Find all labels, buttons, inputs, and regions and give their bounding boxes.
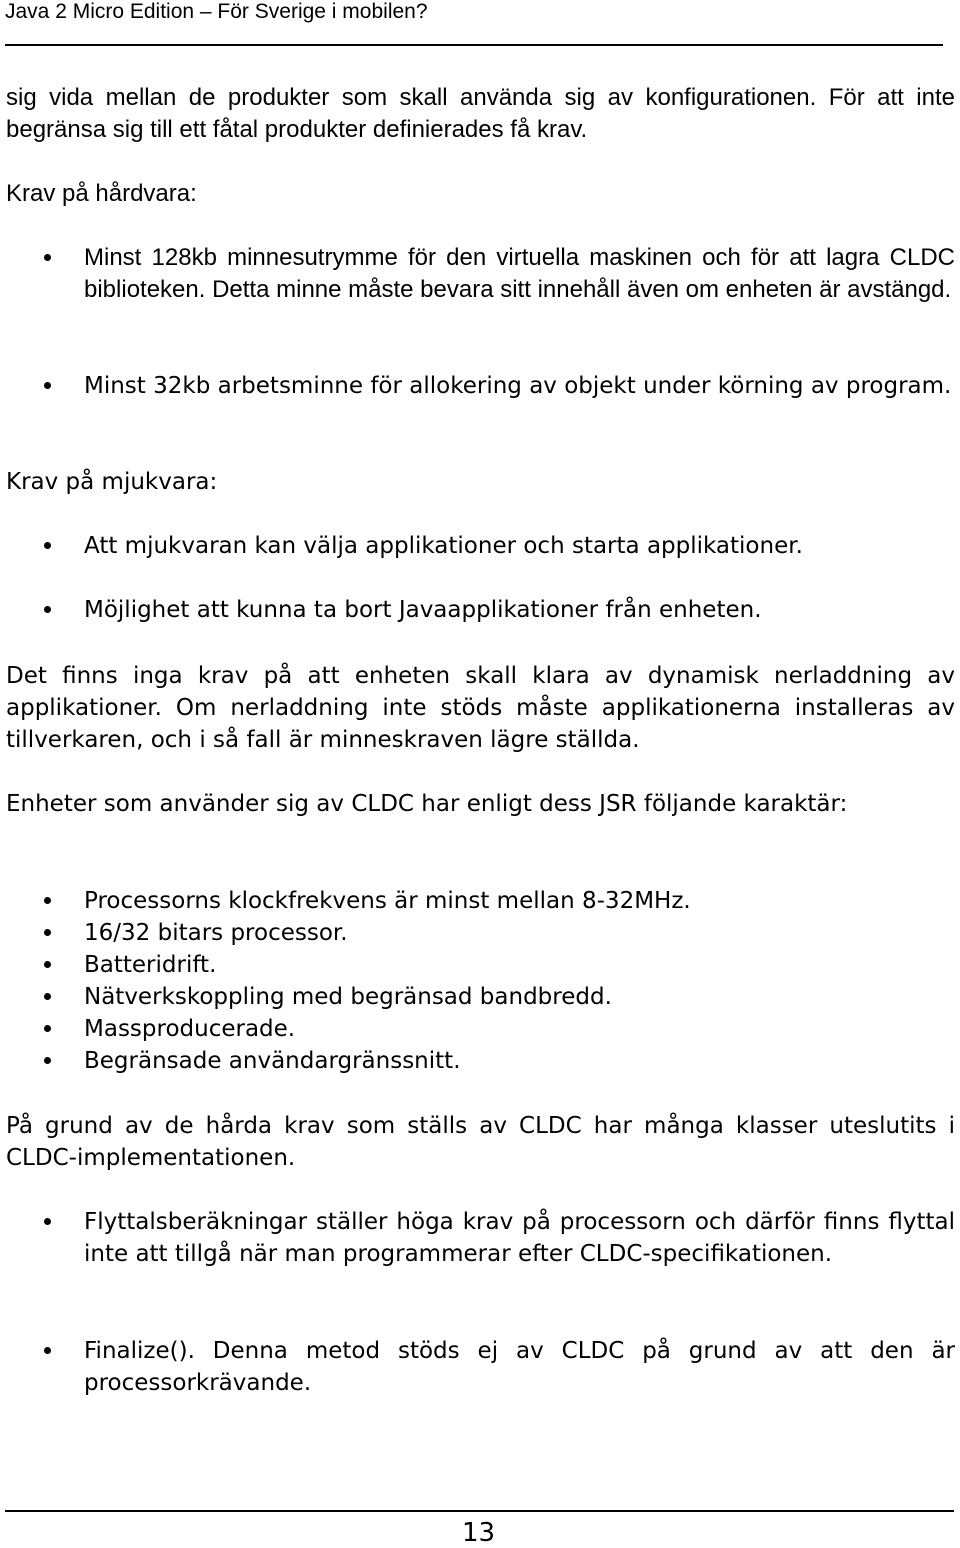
page-number: 13 <box>462 1518 496 1548</box>
excluded-item-text: Flyttalsberäkningar ställer höga krav på processorn och därför finns flyttal inte att tillgå när man programmerar efter CLDC-specifikationen. <box>84 1209 955 1267</box>
bullet-icon <box>44 1025 51 1032</box>
hardware-item <box>84 370 955 402</box>
bullet-icon <box>44 993 51 1000</box>
software-item <box>84 530 955 562</box>
running-header: Java 2 Micro Edition – För Sverige i mobilen? <box>5 0 428 23</box>
header-rule <box>5 44 943 46</box>
paragraph-devices: Enheter som använder sig av CLDC har enligt dess JSR följande karaktär: <box>6 791 848 817</box>
software-item-text: Möjlighet att kunna ta bort Javaapplikationer från enheten. <box>84 597 762 623</box>
hardware-heading: Krav på hårdvara: <box>6 180 197 207</box>
bullet-icon <box>44 542 51 549</box>
characteristic-item <box>84 1045 955 1077</box>
characteristic-item-text: Batteridrift. <box>84 952 217 978</box>
characteristic-item <box>84 917 955 949</box>
characteristic-item <box>84 1013 955 1045</box>
bullet-icon <box>44 1218 51 1225</box>
characteristic-item <box>84 885 955 917</box>
paragraph-intro: sig vida mellan de produkter som skall använda sig av konfigurationen. För att inte begränsa sig till ett fåtal produkter definierades få krav. <box>6 84 955 143</box>
characteristic-item <box>84 981 955 1013</box>
hardware-item-text: Minst 32kb arbetsminne för allokering av objekt under körning av program. <box>84 373 952 399</box>
excluded-item <box>84 1206 955 1270</box>
characteristic-item-text: Begränsade användargränssnitt. <box>84 1048 461 1074</box>
bullet-icon <box>44 897 51 904</box>
bullet-icon <box>44 961 51 968</box>
software-heading: Krav på mjukvara: <box>6 469 218 495</box>
characteristic-item-text: 16/32 bitars processor. <box>84 920 348 946</box>
bullet-icon <box>44 382 51 389</box>
bullet-icon <box>44 254 51 261</box>
hardware-item-text: Minst 128kb minnesutrymme för den virtuella maskinen och för att lagra CLDC biblioteken. Detta minne måste bevara sitt innehåll även om enheten är avstängd. <box>84 244 955 303</box>
software-item <box>84 594 955 626</box>
bullet-icon <box>44 1347 51 1354</box>
excluded-item <box>84 1335 955 1399</box>
hardware-item <box>84 242 955 306</box>
footer-rule <box>5 1510 954 1512</box>
bullet-icon <box>44 606 51 613</box>
characteristic-item-text: Processorns klockfrekvens är minst mellan 8-32MHz. <box>84 888 691 914</box>
software-item-text: Att mjukvaran kan välja applikationer och starta applikationer. <box>84 533 803 559</box>
bullet-icon <box>44 929 51 936</box>
characteristic-item-text: Nätverkskoppling med begränsad bandbredd. <box>84 984 612 1010</box>
characteristic-item <box>84 949 955 981</box>
paragraph-excluded-classes: På grund av de hårda krav som ställs av CLDC har många klasser uteslutits i CLDC-implementationen. <box>6 1113 955 1171</box>
paragraph-dynamic-download: Det finns inga krav på att enheten skall klara av dynamisk nerladdning av applikationer. Om nerladdning inte stöds måste applikationerna installeras av tillverkaren, och i så fall är minneskraven lägre ställda. <box>6 663 955 753</box>
bullet-icon <box>44 1057 51 1064</box>
excluded-item-text: Finalize(). Denna metod stöds ej av CLDC på grund av att den är processorkrävande. <box>84 1338 955 1396</box>
characteristic-item-text: Massproducerade. <box>84 1016 296 1042</box>
